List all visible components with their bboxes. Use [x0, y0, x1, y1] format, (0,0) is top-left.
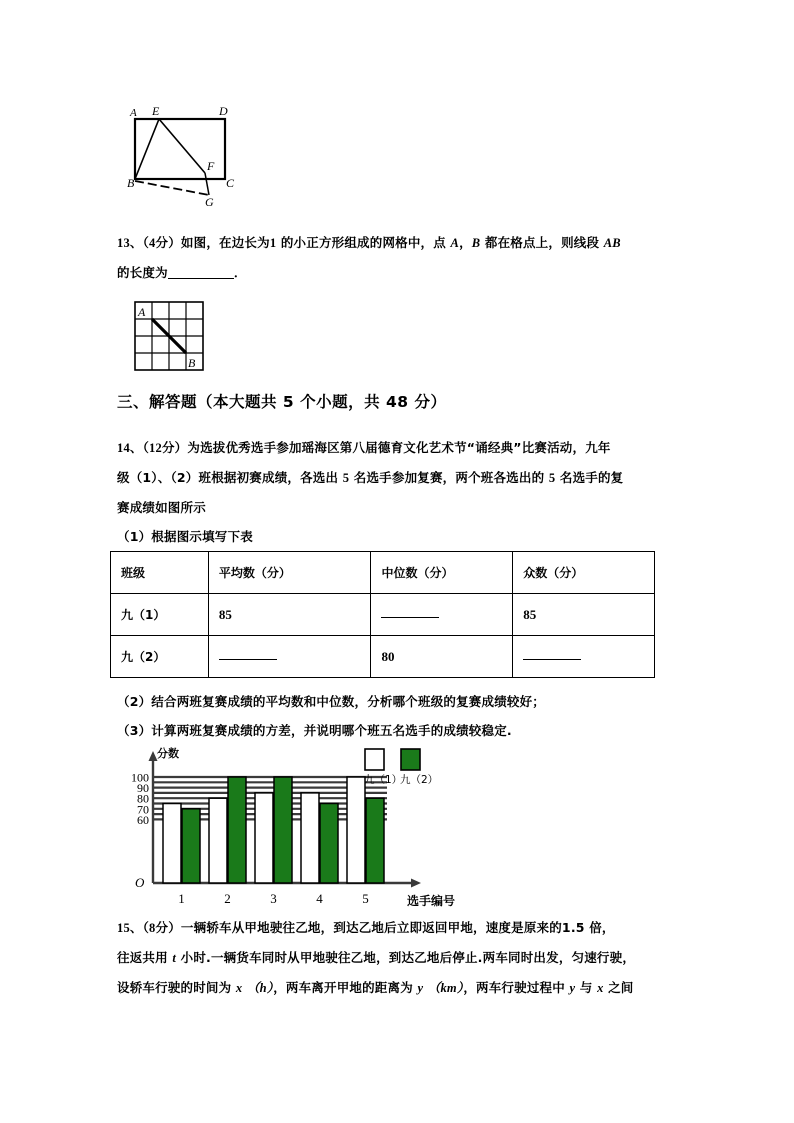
svg-text:A: A [138, 305, 146, 319]
table-header-mode: 众数（分） [513, 552, 655, 594]
question-13-value-1: 1 [269, 236, 277, 250]
question-14-count-2: 5 [548, 471, 556, 485]
question-13-var-a: A [450, 236, 460, 250]
question-15-line-1 [117, 913, 689, 943]
svg-text:九（2）: 九（2） [400, 774, 439, 786]
question-15-text-1: 一辆轿车从甲地驶往乙地，到达乙地后立即返回甲地，速度是原来的1.5 倍， [180, 920, 615, 935]
question-14-text-2a: 级（1）、（2）班根据初赛成绩，各选出 [117, 470, 339, 485]
question-13-var-ab: AB [603, 236, 621, 250]
question-14-sub-3: （3）计算两班复赛成绩的方差，并说明哪个班五名选手的成绩较稳定. [117, 723, 512, 738]
question-14-sub-1 [117, 522, 687, 551]
svg-text:60: 60 [137, 812, 149, 827]
question-14-text-2c: 名选手的复 [559, 470, 624, 485]
question-14-text-3: 赛成绩如图所示 [117, 500, 206, 515]
question-15-line-3 [117, 973, 689, 1003]
question-15-text-3a: 设轿车行驶的时间为 [117, 980, 232, 995]
question-15-var-y: y [417, 981, 424, 995]
question-14-line-3 [117, 493, 687, 522]
table-header-row [111, 552, 655, 594]
table-cell-mode-1 [513, 594, 655, 636]
svg-text:80: 80 [137, 791, 149, 806]
question-14-line-2 [117, 463, 687, 493]
question-14-line-1 [117, 433, 687, 463]
table-header-mean: 平均数（分） [208, 552, 371, 594]
question-14-text-1: 为选拔优秀选手参加瑶海区第八届德育文化艺术节“诵经典”比赛活动，九年 [187, 440, 611, 455]
question-13-period: ． [233, 265, 247, 280]
question-13-line-1 [117, 228, 687, 258]
question-14-text-2b: 名选手参加复赛，两个班各选出的 [353, 470, 545, 485]
figure-rectangle-abcd [127, 103, 347, 208]
question-15-text-3d: 与 [579, 980, 593, 995]
table-value-mean-1: 85 [218, 606, 232, 622]
figure-grid-ab [130, 297, 220, 377]
question-13-text-4: 的长度为 [117, 265, 168, 280]
svg-text:C: C [226, 176, 235, 190]
bar-chart [125, 743, 475, 913]
table-cell-mean-1 [208, 594, 371, 636]
svg-text:A: A [130, 107, 137, 119]
svg-text:G: G [205, 195, 214, 208]
question-13 [117, 228, 687, 287]
table-cell-class-2: 九（2） [111, 636, 209, 678]
svg-text:O: O [135, 875, 145, 890]
question-13-points: （4分） [142, 236, 181, 250]
question-15-text-3b: ，两车离开甲地的距离为 [273, 980, 413, 995]
question-13-text-2: 的小正方形组成的网格中，点 [280, 235, 446, 250]
svg-text:B: B [127, 176, 135, 190]
question-15-var-y2: y [569, 981, 576, 995]
table-cell-class-1: 九（1） [111, 594, 209, 636]
table-header-median: 中位数（分） [371, 552, 513, 594]
question-15-text-2b: 小时.一辆货车同时从甲地驶往乙地，到达乙地后停止.两车同时出发，匀速行驶， [180, 950, 636, 965]
grades-table [110, 551, 655, 678]
question-14-sub-group [117, 687, 687, 745]
table-cell-mean-2[interactable] [208, 636, 371, 678]
table-value-median-2: 80 [381, 648, 395, 664]
question-15-text-3c: ，两车行驶过程中 [463, 980, 565, 995]
question-14 [117, 433, 687, 522]
question-14-sub-2: （2）结合两班复赛成绩的平均数和中位数，分析哪个班级的复赛成绩较好； [117, 694, 545, 709]
svg-text:3: 3 [270, 891, 277, 906]
question-15-unit-h: （h） [246, 981, 274, 995]
answer-blank[interactable] [381, 607, 439, 618]
svg-text:分数: 分数 [157, 747, 179, 760]
question-14-number: 14、 [117, 441, 143, 455]
answer-blank[interactable] [219, 649, 277, 660]
table-value-mode-1: 85 [523, 606, 537, 622]
svg-text:九（1）: 九（1） [364, 774, 403, 786]
svg-text:B: B [188, 356, 196, 370]
svg-text:90: 90 [137, 781, 149, 796]
question-15-var-t: t [172, 951, 177, 965]
question-13-var-b: B [471, 236, 481, 250]
question-14-count-1: 5 [342, 471, 350, 485]
question-13-text-1: 如图，在边长为 [180, 235, 270, 250]
question-15-text-3e: 之间 [608, 980, 634, 995]
question-13-text-3: 都在格点上，则线段 [484, 235, 600, 250]
question-13-number: 13、 [117, 236, 143, 250]
question-15-line-2 [117, 943, 689, 973]
table-header-class: 班级 [111, 552, 209, 594]
question-15-var-x: x [235, 981, 243, 995]
svg-text:70: 70 [137, 802, 149, 817]
question-15-unit-km: （km） [427, 981, 464, 995]
answer-blank[interactable] [523, 649, 581, 660]
table-row [111, 636, 655, 678]
question-13-comma: ， [459, 235, 472, 250]
svg-text:选手编号: 选手编号 [407, 894, 456, 908]
question-15 [117, 913, 689, 1003]
question-14-points: （12分） [142, 441, 188, 455]
question-13-line-2 [117, 258, 687, 287]
table-row [111, 594, 655, 636]
table-cell-median-2 [371, 636, 513, 678]
question-15-points: （8分） [142, 921, 181, 935]
table-cell-median-1[interactable] [371, 594, 513, 636]
question-15-number: 15、 [117, 921, 143, 935]
question-15-var-x2: x [597, 981, 604, 995]
svg-text:4: 4 [316, 891, 323, 906]
svg-text:1: 1 [178, 891, 185, 906]
svg-text:E: E [152, 104, 160, 118]
svg-text:F: F [207, 159, 215, 173]
svg-text:2: 2 [224, 891, 231, 906]
svg-text:5: 5 [362, 891, 369, 906]
question-14-sub1-text: （1）根据图示填写下表 [117, 529, 253, 544]
table-cell-mode-2[interactable] [513, 636, 655, 678]
svg-text:100: 100 [131, 770, 149, 785]
question-15-text-2a: 往返共用 [117, 950, 168, 965]
svg-text:D: D [219, 104, 228, 118]
section-heading: 三、解答题（本大题共 5 个小题，共 48 分） [117, 393, 447, 411]
answer-blank[interactable] [168, 266, 234, 279]
